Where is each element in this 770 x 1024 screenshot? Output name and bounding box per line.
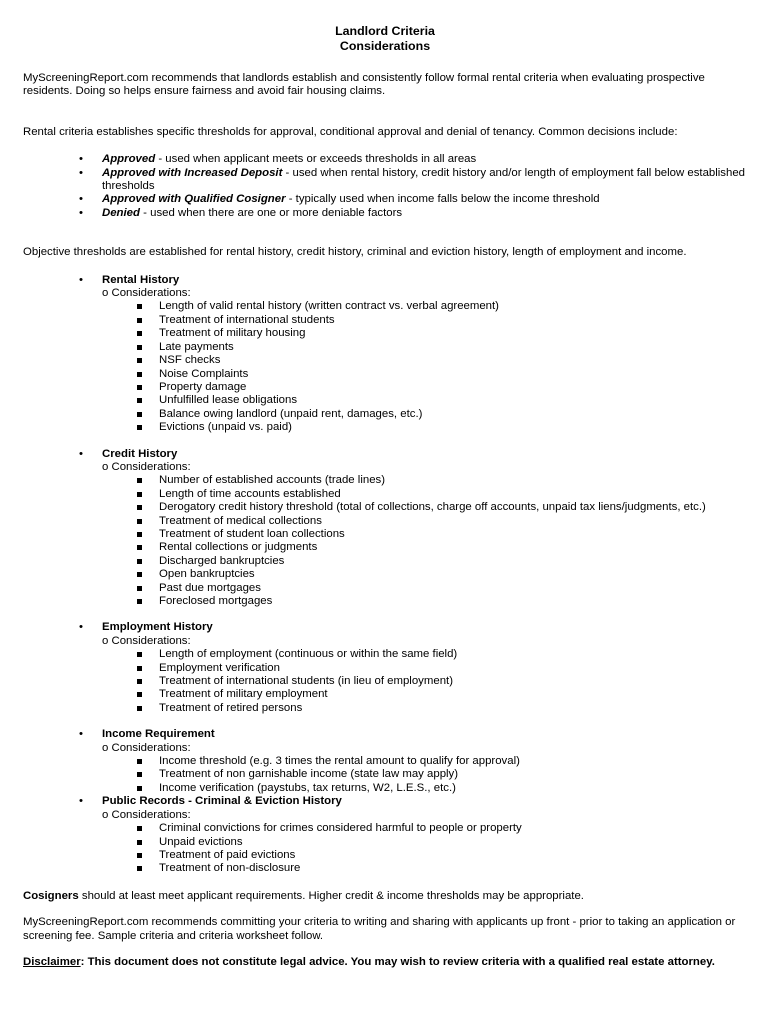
item-text: Foreclosed mortgages — [159, 595, 273, 607]
disclaimer-paragraph — [23, 956, 747, 969]
disclaimer-label: Disclaimer — [23, 955, 81, 968]
list-item — [102, 782, 747, 795]
square-bullet-icon — [137, 398, 142, 403]
item-text: NSF checks — [159, 354, 221, 367]
square-bullet-icon — [137, 358, 142, 363]
list-item — [102, 408, 747, 421]
square-bullet-icon — [137, 840, 142, 845]
decision-desc: - used when rental history, credit history and/or length of employment fall below established thresholds — [102, 166, 746, 193]
list-item — [102, 595, 747, 608]
disclaimer-text: : This document does not constitute legal advice. You may wish to review criteria with a qualified real estate attorney. — [80, 955, 715, 968]
bullet-icon: • — [79, 273, 83, 286]
decision-term: Approved — [102, 153, 156, 166]
section-title: Rental History — [102, 273, 180, 286]
section-rental-history — [23, 274, 747, 435]
list-item — [102, 568, 747, 581]
considerations-list — [102, 822, 747, 876]
list-item — [102, 354, 747, 367]
item-text: Unfulfilled lease obligations — [159, 394, 298, 407]
item-text: Treatment of retired persons — [159, 701, 303, 714]
bullet-icon: • — [79, 193, 83, 206]
section-title: Public Records - Criminal & Eviction History — [102, 795, 342, 808]
considerations-list — [102, 300, 747, 434]
square-bullet-icon — [137, 492, 142, 497]
square-bullet-icon — [137, 412, 142, 417]
square-bullet-icon — [137, 826, 142, 831]
list-item — [102, 702, 747, 715]
list-item — [102, 327, 747, 340]
item-text: Derogatory credit history threshold (total of collections, charge off accounts, unpaid tax liens/judgments, etc.) — [159, 501, 706, 514]
square-bullet-icon — [137, 599, 142, 604]
item-text: Employment verification — [159, 661, 280, 674]
item-text: Number of established accounts (trade lines) — [159, 474, 386, 487]
title-line-1: Landlord Criteria — [335, 24, 435, 38]
square-bullet-icon — [137, 532, 142, 537]
considerations-label: o Considerations: — [102, 808, 191, 821]
decision-term: Denied — [102, 206, 140, 219]
item-text: Treatment of student loan collections — [159, 527, 345, 540]
item-text: Treatment of military housing — [159, 327, 306, 340]
document-title — [23, 24, 747, 54]
item-text: Treatment of international students (in lieu of employment) — [159, 675, 453, 688]
item-text: Rental collections or judgments — [159, 541, 318, 554]
list-item — [102, 849, 747, 862]
list-item — [102, 368, 747, 381]
decision-term: Approved with Increased Deposit — [102, 166, 283, 179]
item-text: Evictions (unpaid vs. paid) — [159, 421, 292, 434]
item-text: Treatment of international students — [159, 313, 335, 326]
list-item — [102, 755, 747, 768]
square-bullet-icon — [137, 372, 142, 377]
square-bullet-icon — [137, 559, 142, 564]
decision-desc: - used when applicant meets or exceeds thresholds in all areas — [155, 153, 477, 166]
decision-desc: - used when there are one or more deniable factors — [139, 206, 403, 219]
list-item — [102, 528, 747, 541]
item-text: Income verification (paystubs, tax returns, W2, L.E.S., etc.) — [159, 781, 456, 794]
decision-list — [23, 153, 747, 220]
square-bullet-icon — [137, 545, 142, 550]
item-text: Property damage — [159, 380, 247, 393]
item-text: Criminal convictions for crimes considered harmful to people or property — [159, 822, 522, 835]
section-public-records — [23, 795, 747, 875]
considerations-label: o Considerations: — [102, 634, 191, 647]
square-bullet-icon — [137, 666, 142, 671]
list-item — [102, 648, 747, 661]
square-bullet-icon — [137, 786, 142, 791]
item-text: Balance owing landlord (unpaid rent, damages, etc.) — [159, 407, 423, 420]
bullet-icon: • — [79, 206, 83, 219]
list-item — [102, 341, 747, 354]
section-employment-history — [23, 621, 747, 715]
item-text: Noise Complaints — [159, 367, 249, 380]
item-text: Open bankruptcies — [159, 568, 255, 581]
decision-item — [23, 167, 747, 194]
list-item — [102, 688, 747, 701]
considerations-list — [102, 474, 747, 608]
square-bullet-icon — [137, 331, 142, 336]
square-bullet-icon — [137, 425, 142, 430]
square-bullet-icon — [137, 519, 142, 524]
considerations-list — [102, 755, 747, 795]
square-bullet-icon — [137, 586, 142, 591]
bullet-icon: • — [79, 153, 83, 166]
square-bullet-icon — [137, 772, 142, 777]
list-item — [102, 381, 747, 394]
item-text: Length of time accounts established — [159, 487, 341, 500]
item-text: Unpaid evictions — [159, 835, 243, 848]
item-text: Discharged bankruptcies — [159, 554, 285, 567]
item-text: Length of employment (continuous or within the same field) — [159, 648, 458, 661]
item-text: Treatment of medical collections — [159, 514, 322, 527]
section-income-requirement — [23, 728, 747, 795]
section-credit-history — [23, 448, 747, 609]
item-text: Treatment of paid evictions — [159, 848, 296, 861]
square-bullet-icon — [137, 572, 142, 577]
list-item — [102, 488, 747, 501]
square-bullet-icon — [137, 478, 142, 483]
square-bullet-icon — [137, 759, 142, 764]
list-item — [102, 675, 747, 688]
list-item — [102, 501, 747, 514]
bullet-icon: • — [79, 166, 83, 179]
considerations-label: o Considerations: — [102, 460, 191, 473]
section-title: Credit History — [102, 447, 178, 460]
square-bullet-icon — [137, 385, 142, 390]
criteria-sections — [23, 274, 747, 876]
rental-criteria-paragraph: Rental criteria establishes specific thresholds for approval, conditional approval and denial of tenancy. Common decisions include: — [23, 125, 678, 138]
decision-term: Approved with Qualified Cosigner — [102, 193, 286, 206]
item-text: Treatment of non garnishable income (state law may apply) — [159, 768, 459, 781]
square-bullet-icon — [137, 505, 142, 510]
cosigners-label: Cosigners — [23, 889, 79, 902]
considerations-label: o Considerations: — [102, 287, 191, 300]
item-text: Treatment of non-disclosure — [159, 862, 301, 875]
list-item — [102, 474, 747, 487]
square-bullet-icon — [137, 679, 142, 684]
list-item — [102, 421, 747, 434]
square-bullet-icon — [137, 345, 142, 350]
item-text: Treatment of military employment — [159, 688, 328, 701]
item-text: Late payments — [159, 340, 234, 353]
list-item — [102, 515, 747, 528]
title-line-2: Considerations — [339, 39, 431, 53]
decision-item — [23, 207, 747, 220]
section-title: Employment History — [102, 621, 213, 634]
commit-paragraph: MyScreeningReport.com recommends committing your criteria to writing and sharing with applicants up front - prior to taking an application or screening fee. Sample criteria and criteria worksheet follow. — [23, 916, 736, 942]
intro-paragraph: MyScreeningReport.com recommends that landlords establish and consistently follow formal rental criteria when evaluating prospective residents. Doing so helps ensure fairness and avoid fair housing claims. — [23, 72, 705, 98]
decision-item — [23, 153, 747, 166]
square-bullet-icon — [137, 853, 142, 858]
cosigners-paragraph — [23, 890, 747, 903]
square-bullet-icon — [137, 866, 142, 871]
item-text: Past due mortgages — [159, 581, 261, 594]
cosigners-text: should at least meet applicant requirements. Higher credit & income thresholds may be appropriate. — [78, 889, 584, 902]
bullet-icon: • — [79, 728, 83, 741]
list-item — [102, 314, 747, 327]
list-item — [102, 836, 747, 849]
bullet-icon: • — [79, 447, 83, 460]
considerations-list — [102, 648, 747, 715]
section-title: Income Requirement — [102, 728, 215, 741]
square-bullet-icon — [137, 318, 142, 323]
list-item — [102, 300, 747, 313]
square-bullet-icon — [137, 652, 142, 657]
considerations-label: o Considerations: — [102, 741, 191, 754]
list-item — [102, 541, 747, 554]
item-text: Income threshold (e.g. 3 times the rental amount to qualify for approval) — [159, 755, 520, 768]
list-item — [102, 582, 747, 595]
square-bullet-icon — [137, 304, 142, 309]
item-text: Length of valid rental history (written contract vs. verbal agreement) — [159, 300, 499, 313]
bullet-icon: • — [79, 795, 83, 808]
square-bullet-icon — [137, 692, 142, 697]
bullet-icon: • — [79, 621, 83, 634]
square-bullet-icon — [137, 706, 142, 711]
list-item — [102, 862, 747, 875]
list-item — [102, 822, 747, 835]
list-item — [102, 555, 747, 568]
document-page — [23, 24, 747, 969]
objective-paragraph: Objective thresholds are established for rental history, credit history, criminal and eviction history, length of employment and income. — [23, 246, 687, 259]
list-item — [102, 768, 747, 781]
decision-desc: - typically used when income falls below the income threshold — [285, 193, 600, 206]
list-item — [102, 662, 747, 675]
list-item — [102, 394, 747, 407]
decision-item — [23, 193, 747, 206]
